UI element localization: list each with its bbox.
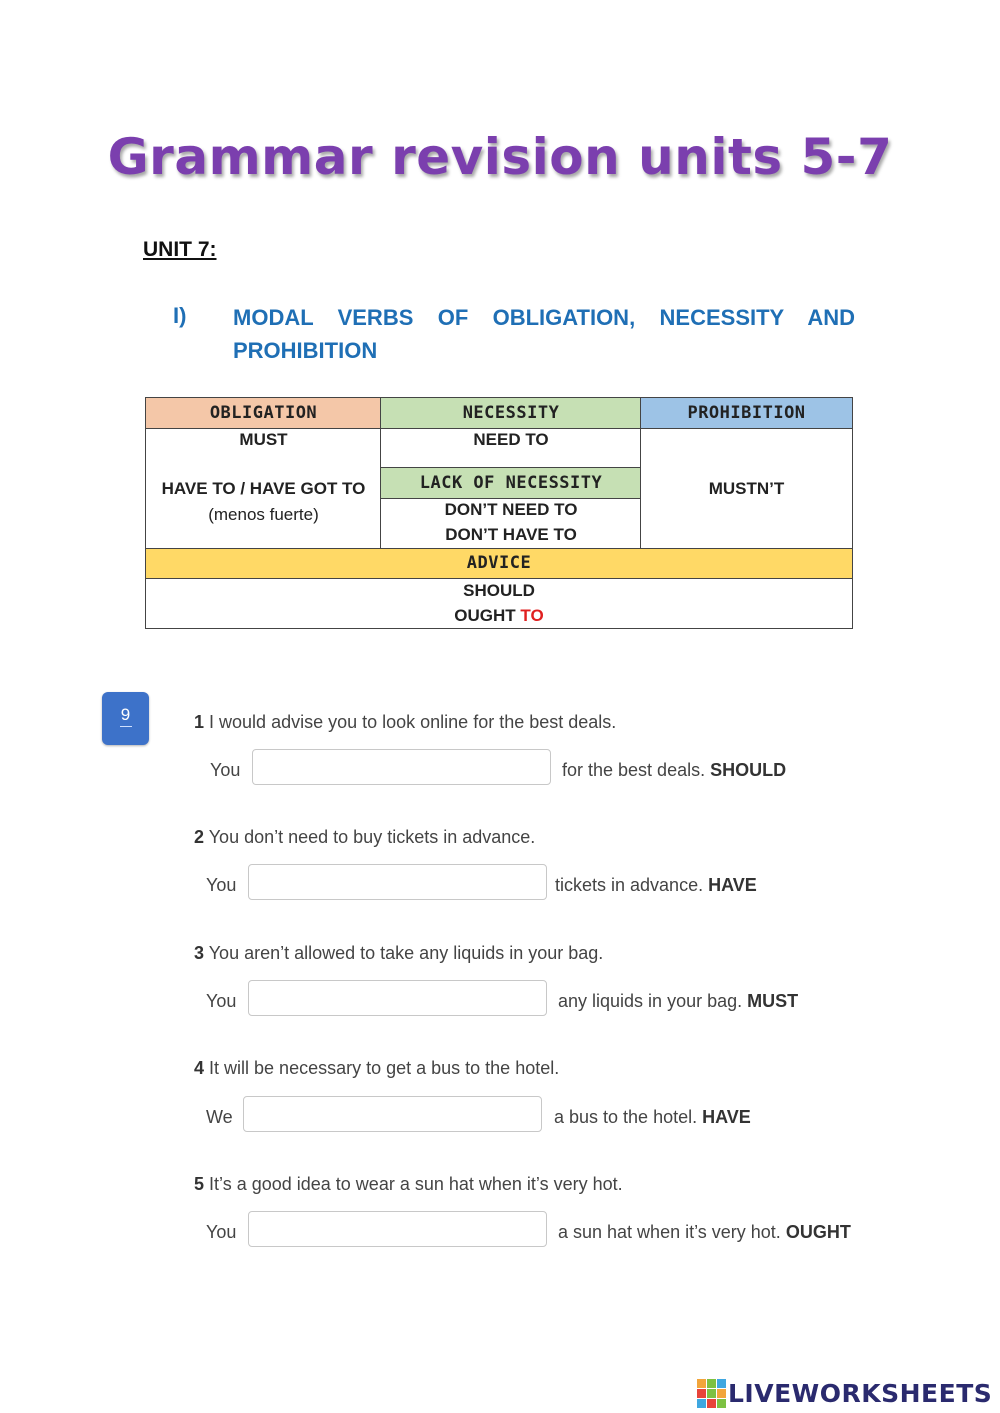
keyword: MUST: [747, 991, 799, 1011]
exercise-prompt: [194, 943, 603, 964]
keyword: SHOULD: [710, 760, 787, 780]
logo-block: [697, 1389, 706, 1398]
table-line-lack-top: [381, 467, 641, 468]
table-border-right: [852, 397, 853, 629]
header-lack-of-necessity: LACK OF NECESSITY: [381, 468, 641, 498]
prompt-text: It’s a good idea to wear a sun hat when it’s very hot.: [209, 1174, 623, 1194]
sentence-lead: We: [206, 1107, 233, 1127]
answer-input-4[interactable]: [243, 1096, 542, 1132]
item-number: 3: [194, 943, 205, 963]
tail-text: a sun hat when it’s very hot.: [558, 1222, 781, 1242]
lack-dont-have-to: DON’T HAVE TO: [445, 525, 577, 544]
item-number: 2: [194, 827, 205, 847]
table-line-advice-bottom: [145, 578, 853, 579]
header-advice: ADVICE: [146, 548, 852, 578]
sentence-lead: You: [210, 760, 241, 780]
logo-block: [717, 1379, 726, 1388]
prompt-text: I would advise you to look online for the best deals.: [209, 712, 617, 732]
prompt-text: It will be necessary to get a bus to the hotel.: [209, 1058, 560, 1078]
exercise-number: 9: [120, 705, 131, 724]
unit-heading: UNIT 7:: [143, 238, 217, 261]
sentence-tail: [558, 1222, 851, 1243]
table-border-left: [145, 397, 146, 629]
obligation-must: MUST: [239, 430, 288, 449]
sentence-tail: [555, 875, 757, 896]
logo-block: [697, 1379, 706, 1388]
table-line-col2: [640, 397, 641, 548]
logo-text: LIVEWORKSHEETS: [728, 1378, 993, 1408]
sentence-lead: You: [206, 1222, 237, 1242]
advice-ought: OUGHT: [454, 606, 516, 625]
exercise-prompt: [194, 827, 535, 848]
table-border-bottom: [145, 628, 853, 629]
tail-text: any liquids in your bag.: [558, 991, 743, 1011]
advice-ought-to: [146, 606, 852, 626]
keyword: OUGHT: [785, 1222, 851, 1242]
sentence-tail: [558, 991, 798, 1012]
section-number: I): [173, 303, 187, 328]
table-border-top: [145, 397, 853, 398]
table-line-header: [145, 428, 853, 429]
necessity-need-to: NEED TO: [473, 430, 549, 449]
table-line-advice-top: [145, 548, 853, 549]
prohibition-mustnt: MUSTN’T: [708, 479, 785, 498]
keyword: HAVE: [702, 1107, 751, 1127]
logo-block: [707, 1399, 716, 1408]
logo-block: [697, 1399, 706, 1408]
exercise-prompt: [194, 712, 616, 733]
answer-input-2[interactable]: [248, 864, 547, 900]
answer-input-1[interactable]: [252, 749, 551, 785]
logo-block: [717, 1399, 726, 1408]
obligation-have-to: HAVE TO / HAVE GOT TO: [161, 479, 366, 498]
liveworksheets-logo[interactable]: [697, 1378, 992, 1408]
section-title: MODAL VERBS OF OBLIGATION, NECESSITY AND PROHIBITION: [233, 305, 855, 363]
logo-block: [717, 1389, 726, 1398]
sentence-lead: You: [206, 991, 237, 1011]
item-number: 4: [194, 1058, 205, 1078]
answer-input-3[interactable]: [248, 980, 547, 1016]
logo-block: [707, 1389, 716, 1398]
tail-text: a bus to the hotel.: [554, 1107, 698, 1127]
prompt-text: You don’t need to buy tickets in advance.: [208, 827, 536, 847]
header-prohibition: PROHIBITION: [641, 398, 852, 428]
item-number: 1: [194, 712, 205, 732]
tail-text: for the best deals.: [562, 760, 706, 780]
logo-block: [707, 1379, 716, 1388]
badge-underline: [120, 726, 132, 727]
exercise-number-badge[interactable]: [102, 692, 149, 745]
header-necessity: NECESSITY: [381, 398, 641, 428]
sentence-tail: [554, 1107, 751, 1128]
exercise-prompt: [194, 1058, 559, 1079]
table-line-lack-bottom: [381, 498, 641, 499]
answer-input-5[interactable]: [248, 1211, 547, 1247]
item-number: 5: [194, 1174, 205, 1194]
advice-to-highlight: TO: [520, 606, 544, 625]
exercise-prompt: [194, 1174, 623, 1195]
tail-text: tickets in advance.: [555, 875, 704, 895]
obligation-note: (menos fuerte): [208, 505, 319, 524]
lack-dont-need-to: DON’T NEED TO: [444, 500, 578, 519]
prompt-text: You aren’t allowed to take any liquids in your bag.: [208, 943, 604, 963]
advice-should: SHOULD: [463, 581, 535, 600]
table-line-col1: [380, 397, 381, 548]
header-obligation: OBLIGATION: [146, 398, 381, 428]
page-title: Grammar revision units 5-7: [107, 128, 893, 186]
logo-icon: [697, 1379, 726, 1408]
sentence-lead: You: [206, 875, 237, 895]
sentence-tail: [562, 760, 786, 781]
keyword: HAVE: [708, 875, 757, 895]
